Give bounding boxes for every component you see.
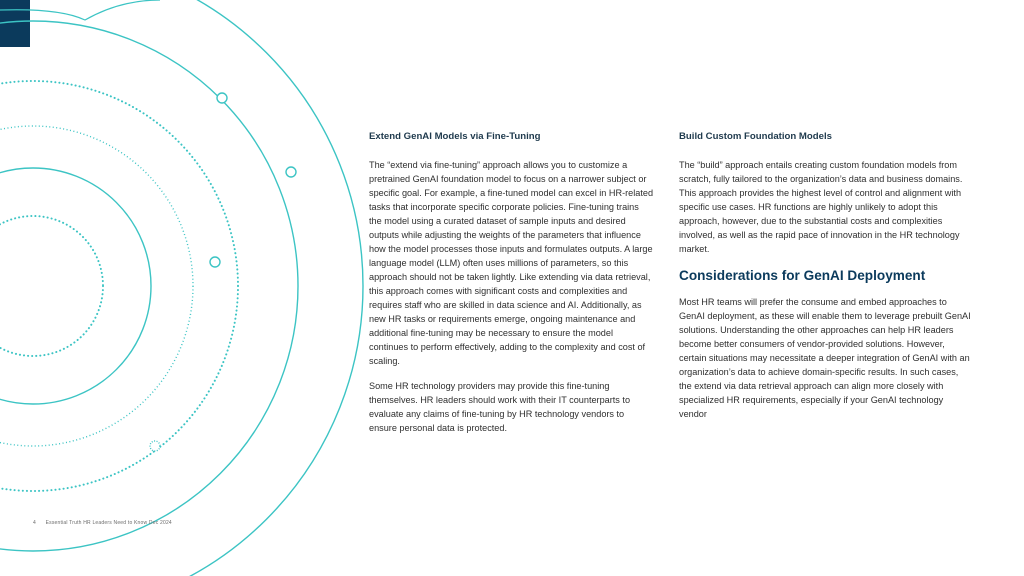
considerations-paragraph: Most HR teams will prefer the consume and embed approaches to GenAI deployment, as these will enable them to leverage prebuilt GenAI solutions. Understanding the other approaches can help HR leaders become better consumers of vendor-provided solutions. However, certain situations may necessitate a deeper integration of GenAI with an organization’s data to achieve domain-specific results. In such cases, the extend via data retrieval approach can align more closely with specialized HR requirements, especially if your GenAI technology vendor <box>679 297 971 419</box>
inner-ring <box>0 168 151 404</box>
inner-dotted-ring <box>0 216 103 356</box>
ring-node-2 <box>286 167 296 177</box>
page-footer <box>33 520 172 526</box>
page-number: 4 <box>33 520 36 526</box>
fine-tuning-paragraph-2: Some HR technology providers may provide this fine-tuning themselves. HR leaders should work with their IT counterparts to evaluate any claims of fine-tuning by HR technology vendors to ensure personal data is protected. <box>369 381 631 433</box>
second-ring <box>0 21 298 551</box>
third-ring <box>0 126 193 446</box>
fine-tuning-paragraph-1: The “extend via fine-tuning” approach allows you to customize a pretrained GenAI foundation model to focus on a narrower subject or specific goal. For example, a fine-tuned model can excel in HR-related tasks that incorporate specific corporate policies. Fine-tuning trains the model using a curated dataset of sample inputs and desired outputs while adjusting the weights of the parameters that influence how the model processes those inputs and formulates outputs. A large language model (LLM) often uses millions of parameters, so this approach should not be taken lightly. Like extending via data retrieval, this approach comes with significant costs and complexities and requires staff who are skilled in data science and AI. Additionally, as new HR tasks or requirements emerge, ongoing maintenance and additional fine-tuning may be necessary to ensure the model continues to perform effectively, adding to the complexity and cost of scaling. <box>369 160 654 366</box>
build-models-paragraph: The “build” approach entails creating custom foundation models from scratch, fully tailored to the organization’s data and business domains. This approach provides the highest level of control and alignment with specific use cases. HR functions are highly unlikely to adopt this approach, however, due to the substantial costs and complexities involved, as well as the rapid pace of innovation in the HR technology market. <box>679 160 963 254</box>
build-models-heading: Build Custom Foundation Models <box>679 131 832 142</box>
dotted-ring <box>0 81 238 491</box>
right-column <box>679 131 971 432</box>
ring-node-1 <box>217 93 227 103</box>
ring-node-4 <box>150 441 160 451</box>
left-column <box>369 131 654 446</box>
fine-tuning-heading: Extend GenAI Models via Fine-Tuning <box>369 131 541 142</box>
considerations-section-title: Considerations for GenAI Deployment <box>679 268 926 283</box>
footer-text: Essential Truth HR Leaders Need to Know Dec 2024 <box>45 520 172 526</box>
ring-node-3 <box>210 257 220 267</box>
